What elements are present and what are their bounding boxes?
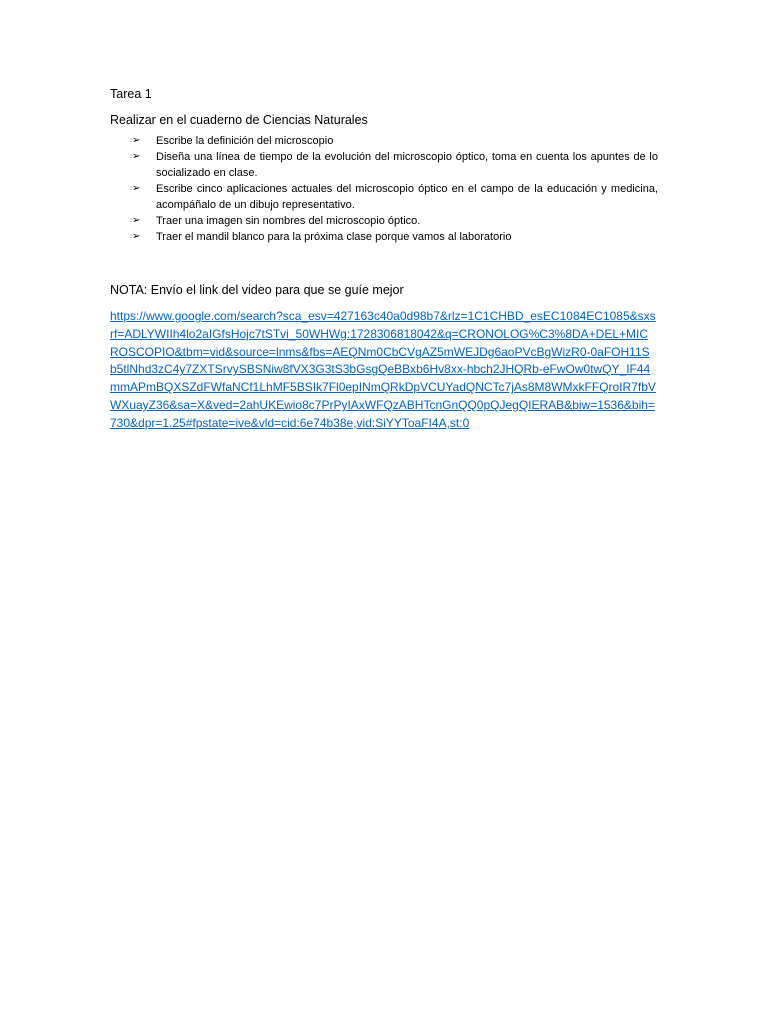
task-text: Escribe la definición del microscopio: [156, 135, 334, 147]
document-body: [110, 86, 658, 433]
task-text: Traer una imagen sin nombres del microscopio óptico.: [156, 215, 421, 227]
arrow-bullet-icon: ➢: [132, 135, 141, 146]
list-item: [132, 229, 658, 245]
arrow-bullet-icon: ➢: [132, 231, 141, 242]
task-text: Diseña una línea de tiempo de la evolución del microscopio óptico, toma en cuenta los apuntes de lo socializado en clase.: [156, 151, 658, 179]
page-title: Tarea 1: [110, 87, 152, 101]
list-item: [132, 149, 658, 181]
task-text: Escribe cinco aplicaciones actuales del microscopio óptico en el campo de la educación y medicina, acompáñalo de un dibujo representativo.: [156, 183, 658, 211]
list-item: [132, 133, 658, 149]
arrow-bullet-icon: ➢: [132, 215, 141, 226]
task-list: [110, 133, 658, 245]
task-text: Traer el mandil blanco para la próxima clase porque vamos al laboratorio: [156, 231, 512, 243]
note-text: NOTA: Envío el link del video para que se guíe mejor: [110, 283, 404, 297]
list-item: [132, 213, 658, 229]
list-item: [132, 181, 658, 213]
arrow-bullet-icon: ➢: [132, 183, 141, 194]
video-search-link[interactable]: https://www.google.com/search?sca_esv=427163c40a0d98b7&rlz=1C1CHBD_esEC1084EC1085&sxsrf=ADLYWIIh4lo2aIGfsHojc7tSTvi_50WHWg:1728306818042&q=CRONOLOG%C3%8DA+DEL+MICROSCOPIO&tbm=vid&source=lnms&fbs=AEQNm0CbCVgAZ5mWEJDg6aoPVcBgWizR0-0aFOH11Sb5tlNhd3zC4y7ZXTSrvySBSNiw8fVX3G3tS3bGsgQeBBxb6Hv8xx-hbch2JHQRb-eFwOw0twQY_IF44mmAPmBQXSZdFWfaNCf1LhMF5BSIk7Fl0epINmQRkDpVCUYadQNCTc7jAs8M8WMxkFFQroIR7fbVWXuayZ36&sa=X&ved=2ahUKEwio8c7PrPyIAxWFQzABHTcnGnQQ0pQJegQIERAB&biw=1536&bih=730&dpr=1.25#fpstate=ive&vld=cid:6e74b38e,vid:SiYYToaFI4A,st:0: [110, 309, 656, 430]
arrow-bullet-icon: ➢: [132, 151, 141, 162]
page-subtitle: Realizar en el cuaderno de Ciencias Naturales: [110, 113, 368, 127]
